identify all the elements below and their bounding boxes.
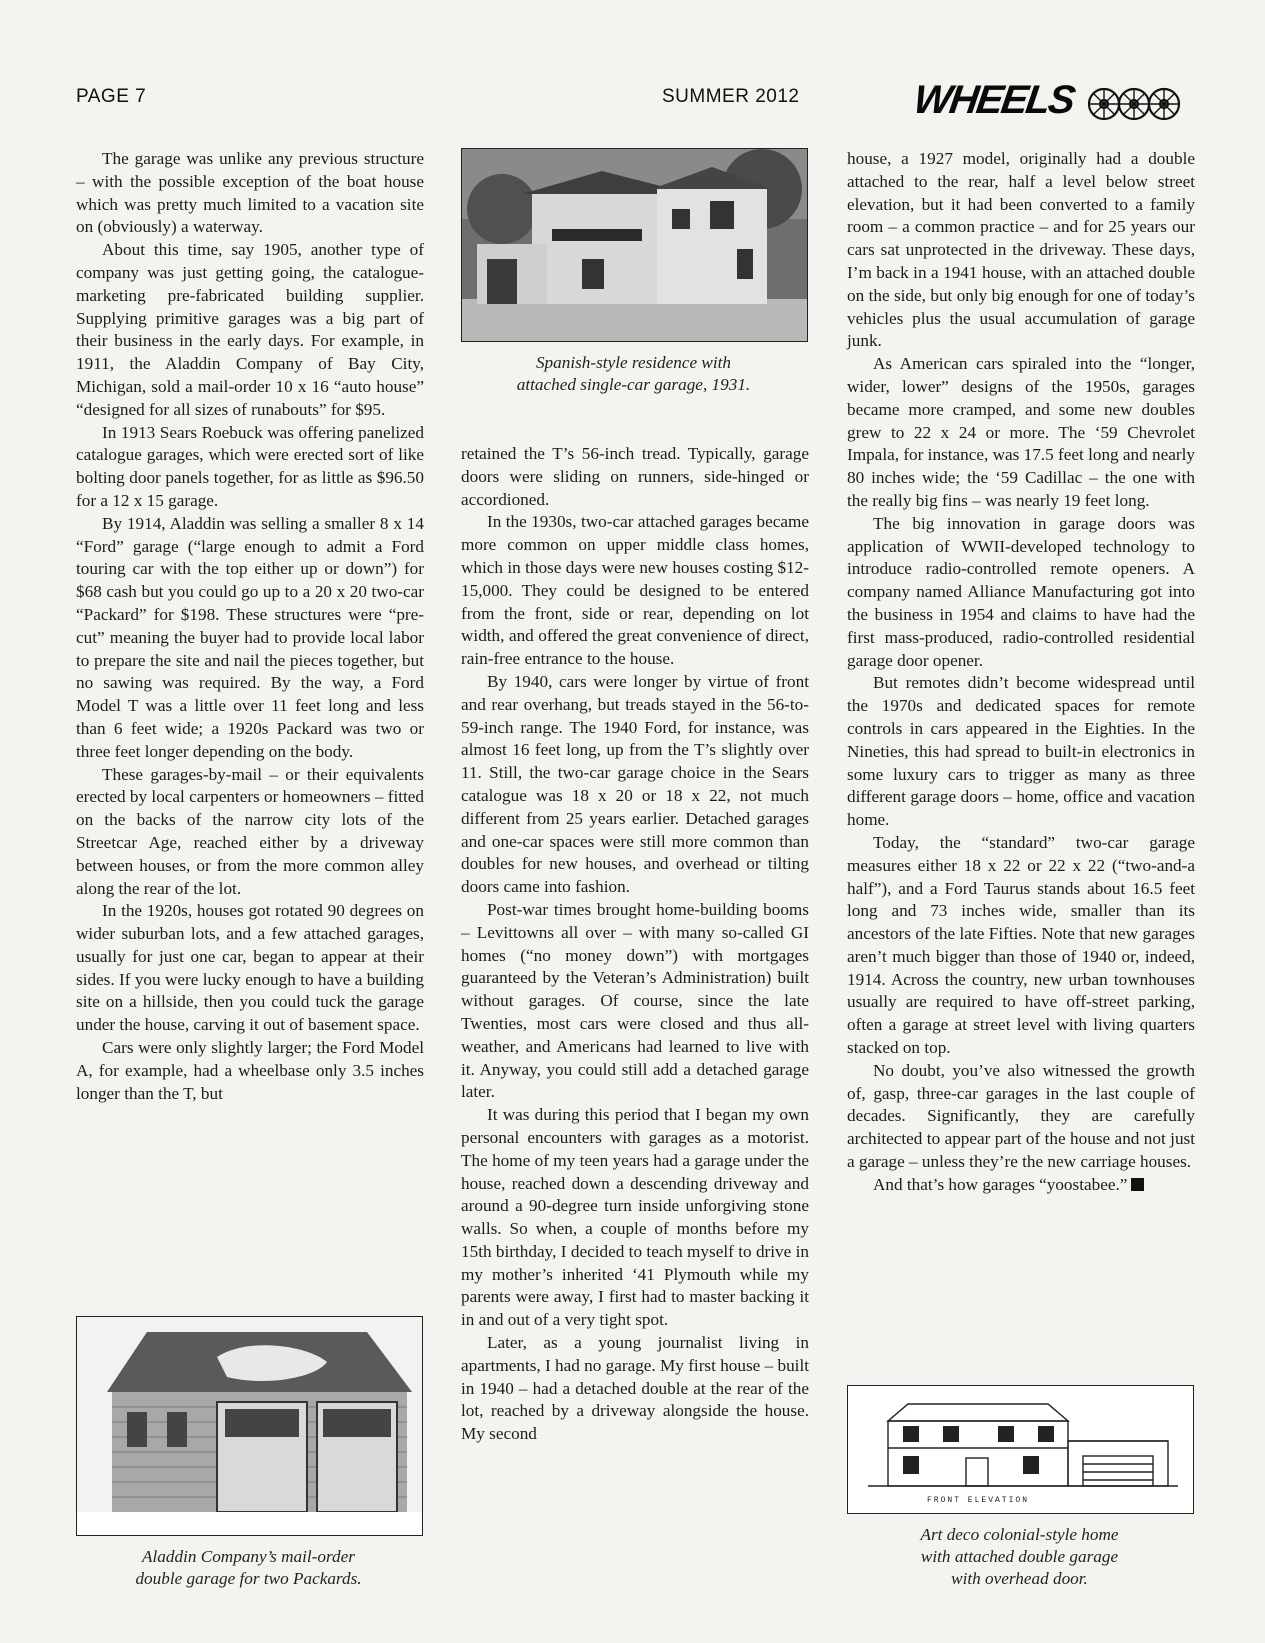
paragraph: In 1913 Sears Roebuck was offering panelized catalogue garages, which were erected sort of like bolting door panels together, for as little as $96.50 for a 12 x 15 garage. <box>76 422 424 510</box>
paragraph: In the 1930s, two-car attached garages became more common on upper middle class homes, which in those days were new houses costing $12-15,000. They could be designed to be entered from the front, side or rear, depending on lot width, and offered the great convenience of direct, rain-free entrance to the house. <box>461 512 809 669</box>
wheels-icon <box>1084 82 1188 122</box>
page-number: PAGE 7 <box>76 86 147 107</box>
article-column-2 <box>461 443 809 1446</box>
paragraph: These garages-by-mail – or their equivalents erected by local carpenters or homeowners – fitted on the backs of the narrow city lots of the Streetcar Age, reached either by a driveway between houses, or from the more common alley along the rear of the lot. <box>76 764 424 898</box>
paragraph: Cars were only slightly larger; the Ford Model A, for example, had a wheelbase only 3.5 inches longer than the T, but <box>76 1038 424 1103</box>
article-column-3 <box>847 148 1195 1197</box>
page-header <box>76 78 1186 128</box>
spanish-residence-caption: Spanish-style residence with attached single-car garage, 1931. <box>516 353 751 394</box>
aladdin-garage-image <box>77 1317 422 1535</box>
paragraph <box>847 1174 1195 1197</box>
paragraph: house, a 1927 model, originally had a double attached to the rear, half a level below street elevation, but it had been converted to a family room – a common practice – and for 25 years our cars sat unprotected in the driveway. These days, I’m back in a 1941 house, with an attached double on the side, but only big enough for one of today’s vehicles plus the usual accumulation of garage junk. <box>847 149 1195 351</box>
paragraph: The big innovation in garage doors was application of WWII-developed technology to introduce radio-controlled remote openers. A company named Alliance Manufacturing got into the business in 1954 and claims to have had the first mass-produced, radio-controlled residential garage door opener. <box>847 513 1195 670</box>
aladdin-garage-photo <box>76 1316 423 1536</box>
article-column-1 <box>76 148 424 1105</box>
paragraph: But remotes didn’t become widespread until the 1970s and dedicated spaces for remote controls in cars appeared in the Eighties. In the Nineties, this had spread to built-in electronics in some luxury cars to trigger as many as three different garage doors – home, office and vacation home. <box>847 673 1195 830</box>
art-deco-caption: Art deco colonial-style home with attached double garage with overhead door. <box>920 1525 1119 1588</box>
paragraph: About this time, say 1905, another type of company was just getting going, the catalogue-marketing pre-fabricated building supplier. Supplying primitive garages was a big part of their business in the early days. For example, in 1911, the Aladdin Company of Bay City, Michigan, sold a mail-order 10 x 16 “auto house” “designed for all sizes of runabouts” for $95. <box>76 240 424 419</box>
elevation-label: FRONT ELEVATION <box>926 1496 1030 1505</box>
paragraph: Later, as a young journalist living in apartments, I had no garage. My first house – built in 1940 – had a detached double at the rear of the lot, reached by a driveway alongside the house. My second <box>461 1333 809 1444</box>
closing-sentence: And that’s how garages “yoostabee.” <box>873 1174 1128 1194</box>
end-of-article-mark <box>1131 1178 1144 1191</box>
art-deco-home-drawing <box>847 1385 1194 1514</box>
paragraph: No doubt, you’ve also witnessed the growth of, gasp, three-car garages in the last couple of decades. Significantly, they are carefully architected to appear part of the house and not just a garage – unless they’re the new carriage houses. <box>847 1060 1195 1172</box>
art-deco-elevation-image <box>848 1386 1193 1513</box>
paragraph: As American cars spiraled into the “longer, wider, lower” designs of the 1950s, garages became more cramped, and some new doubles grew to 22 x 24 or more. The ‘59 Chevrolet Impala, for instance, was 17.5 feet long and nearly 80 inches wide; the ‘59 Cadillac – the one with the really big fins – was nearly 19 feet long. <box>847 354 1195 510</box>
aladdin-garage-caption: Aladdin Company’s mail-order double garage for two Packards. <box>135 1547 362 1588</box>
paragraph: In the 1920s, houses got rotated 90 degrees on wider suburban lots, and a few attached garages, usually for just one car, began to appear at their sides. If you were lucky enough to have a building site on a hillside, then you could tuck the garage under the house, carving it out of basement space. <box>76 901 424 1035</box>
spanish-house-image <box>462 149 807 341</box>
paragraph: By 1940, cars were longer by virtue of front and rear overhang, but treads stayed in the 56-to-59-inch range. The 1940 Ford, for instance, was almost 16 feet long, up from the T’s slightly over 11. Still, the two-car garage choice in the Sears catalogue was 18 x 20 or 18 x 22, not much different from 25 years earlier. Detached garages and one-car spaces were still more common than doubles for new houses, and overhead or tilting doors came into fashion. <box>461 671 809 897</box>
paragraph: retained the T’s 56-inch tread. Typically, garage doors were sliding on runners, side-hinged or accordioned. <box>461 444 809 509</box>
logo-wordmark: WHEELS <box>910 78 1077 122</box>
paragraph: By 1914, Aladdin was selling a smaller 8 x 14 “Ford” garage (“large enough to admit a Ford touring car with the top either up or down”) for $68 cash but you could go up to a 20 x 20 two-car “Packard” for $198. These structures were “pre-cut” meaning the buyer had to provide local labor to prepare the site and nail the pieces together, but no sawing was required. By the way, a Ford Model T was a little over 11 feet long and less than 6 feet wide; a 1920s Packard was two or three feet longer depending on the body. <box>76 513 424 761</box>
wheels-logo <box>910 78 1189 126</box>
paragraph: Post-war times brought home-building booms – Levittowns all over – with many so-called GI homes (“no money down”) with mortgages guaranteed by the Veteran’s Administration) built without garages. Of course, since the late Twenties, most cars were closed and thus all-weather, and Americans had learned to live with it. Anyway, you could still add a detached garage later. <box>461 899 809 1102</box>
issue-date: SUMMER 2012 <box>662 86 800 107</box>
paragraph: It was during this period that I began my own personal encounters with garages as a motorist. The home of my teen years had a garage under the house, reached down a descending driveway and around a 90-degree turn inside unforgiving stone walls. So when, a couple of months before my 15th birthday, I decided to teach myself to drive in my mother’s inherited ‘41 Plymouth while my parents were away, I first had to master backing it in and out of a very tight spot. <box>461 1105 809 1330</box>
spanish-residence-photo <box>461 148 808 342</box>
paragraph: Today, the “standard” two-car garage measures either 18 x 22 or 22 x 22 (“two-and-a half”), and a Ford Taurus stands about 16.5 feet long and 73 inches wide, smaller than its ancestors of the late Fifties. Note that new garages aren’t much bigger than those of 1940 or, indeed, 1914. Across the country, new urban townhouses usually are required to have off-street parking, often a garage at street level with living quarters stacked on top. <box>847 832 1195 1058</box>
paragraph: The garage was unlike any previous structure – with the possible exception of the boat house which was pretty much limited to a vacation site on (obviously) a waterway. <box>76 149 424 237</box>
